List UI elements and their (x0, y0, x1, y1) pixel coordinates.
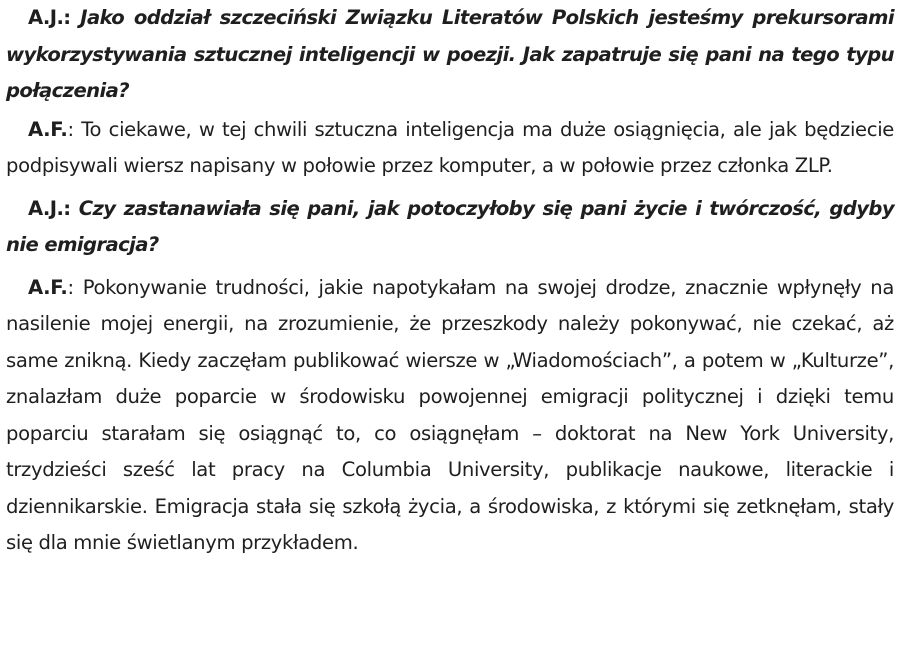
speaker-label: A.F. (28, 275, 68, 299)
interview-answer-1 (6, 112, 894, 185)
interview-question-2 (6, 191, 894, 264)
speaker-label: A.J.: (28, 196, 71, 220)
speaker-label: A.F. (28, 117, 68, 141)
interview-question-1 (6, 0, 894, 110)
interview-page (6, 0, 894, 562)
interview-answer-2 (6, 270, 894, 562)
question-text: Jako oddział szczeciński Związku Literatów Polskich jesteśmy prekursorami wykorzystywania sztucznej inteligencji w poezji. Jak zapatruje się pani na tego typu połączenia? (6, 6, 894, 102)
answer-text: : To ciekawe, w tej chwili sztuczna inteligencja ma duże osiągnięcia, ale jak będziecie podpisywali wiersz napisany w połowie przez komputer, a w połowie przez członka ZLP. (6, 117, 894, 177)
speaker-label: A.J.: (28, 6, 71, 29)
question-text: Czy zastanawiała się pani, jak potoczyłoby się pani życie i twórczość, gdyby nie emigracja? (6, 196, 894, 256)
answer-text: : Pokonywanie trudności, jakie napotykałam na swojej drodze, znacznie wpłynęły na nasilenie mojej energii, na zrozumienie, że przeszkody należy pokonywać, nie czekać, aż same znikną. Kiedy zaczęłam publikować wiersze w „Wiadomościach”, a potem w „Kulturze”, znalazłam duże poparcie w środowisku powojennej emigracji politycznej i dzięki temu poparciu starałam się osiągnąć to, co osiągnęłam – doktorat na New York University, trzydzieści sześć lat pracy na Columbia University, publikacje naukowe, literackie i dziennikarskie. Emigracja stała się szkołą życia, a środowiska, z którymi się zetknęłam, stały się dla mnie świetlanym przykładem. (6, 275, 894, 554)
